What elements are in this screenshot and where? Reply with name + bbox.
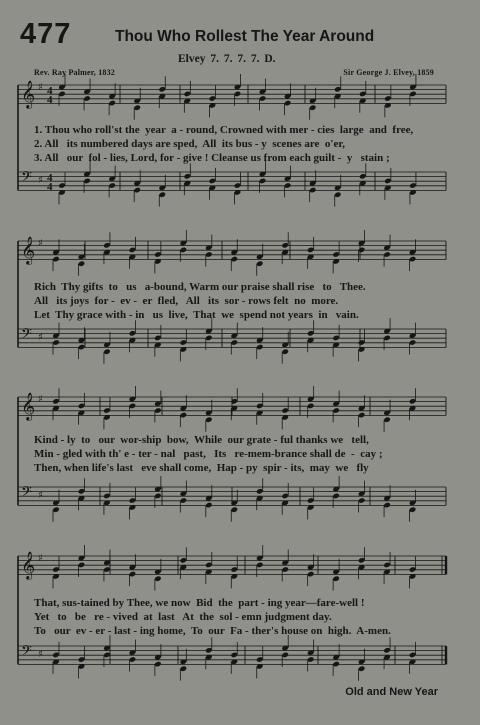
lyric-line: 3. All our fol - lies, Lord, for - give ! Cleanse us from each guilt - y stain ; [34,152,390,164]
bass-clef-icon: 𝄢 [21,484,32,504]
lyric-line: Kind - ly to our wor-ship bow, While our grate - ful thanks we tell, [34,434,369,446]
time-signature: 4 [47,85,53,97]
time-signature: 4 [47,181,53,193]
hymn-title: Thou Who Rollest The Year Around [115,28,375,45]
sharp-icon: ♯ [38,649,43,660]
treble-clef-icon: 𝄞 [21,236,36,264]
bass-clef-icon: 𝄢 [21,169,32,189]
sharp-icon: ♯ [38,332,43,343]
lyric-line: Rich Thy gifts to us a-bound, Warm our praise shall rise to Thee. [34,281,366,293]
lyric-line: Min - gled with th' e - ter - nal past, Its re-mem-brance shall de - cay ; [34,448,383,460]
sharp-icon: ♯ [38,82,43,93]
treble-clef-icon: 𝄞 [21,80,36,108]
lyric-line: That, sus-tained by Thee, we now Bid the part - ing year—fare-well ! [34,597,365,609]
lyric-line: To our ev - er - last - ing home, To our Fa - ther's house on high. A-men. [34,625,391,637]
treble-clef-icon: 𝄞 [21,551,36,579]
lyric-line: All its joys for - ev - er fled, All its sor - rows felt no more. [34,295,339,307]
hymn-number: 477 [20,18,72,50]
sharp-icon: ♯ [38,238,43,249]
tune-name-meter: Elvey 7. 7. 7. 7. D. [178,53,276,65]
section-category-label: Old and New Year [345,686,438,698]
bass-clef-icon: 𝄢 [21,326,32,346]
lyric-line: Then, when life's last eve shall come, Hap - py spir - its, may we fly [34,462,369,474]
author-credit: Rev. Ray Palmer, 1832 [34,68,116,77]
bass-clef-icon: 𝄢 [21,643,32,663]
time-signature: 4 [47,172,53,184]
treble-clef-icon: 𝄞 [21,392,36,420]
lyric-line: 2. All its numbered days are sped, All its bus - y scenes are o'er, [34,138,345,150]
composer-credit: Sir George J. Elvey, 1859 [343,68,434,77]
lyric-line: 1. Thou who roll'st the year a - round, Crowned with mer - cies large and free, [34,124,414,136]
sharp-icon: ♯ [38,394,43,405]
sharp-icon: ♯ [38,553,43,564]
time-signature: 4 [47,94,53,106]
sharp-icon: ♯ [38,175,43,186]
lyric-line: Yet to be re - vived at last At the sol - emn judgment day. [34,611,332,623]
lyric-line: Let Thy grace with - in us live, That we spend not years in vain. [34,309,359,321]
sharp-icon: ♯ [38,490,43,501]
